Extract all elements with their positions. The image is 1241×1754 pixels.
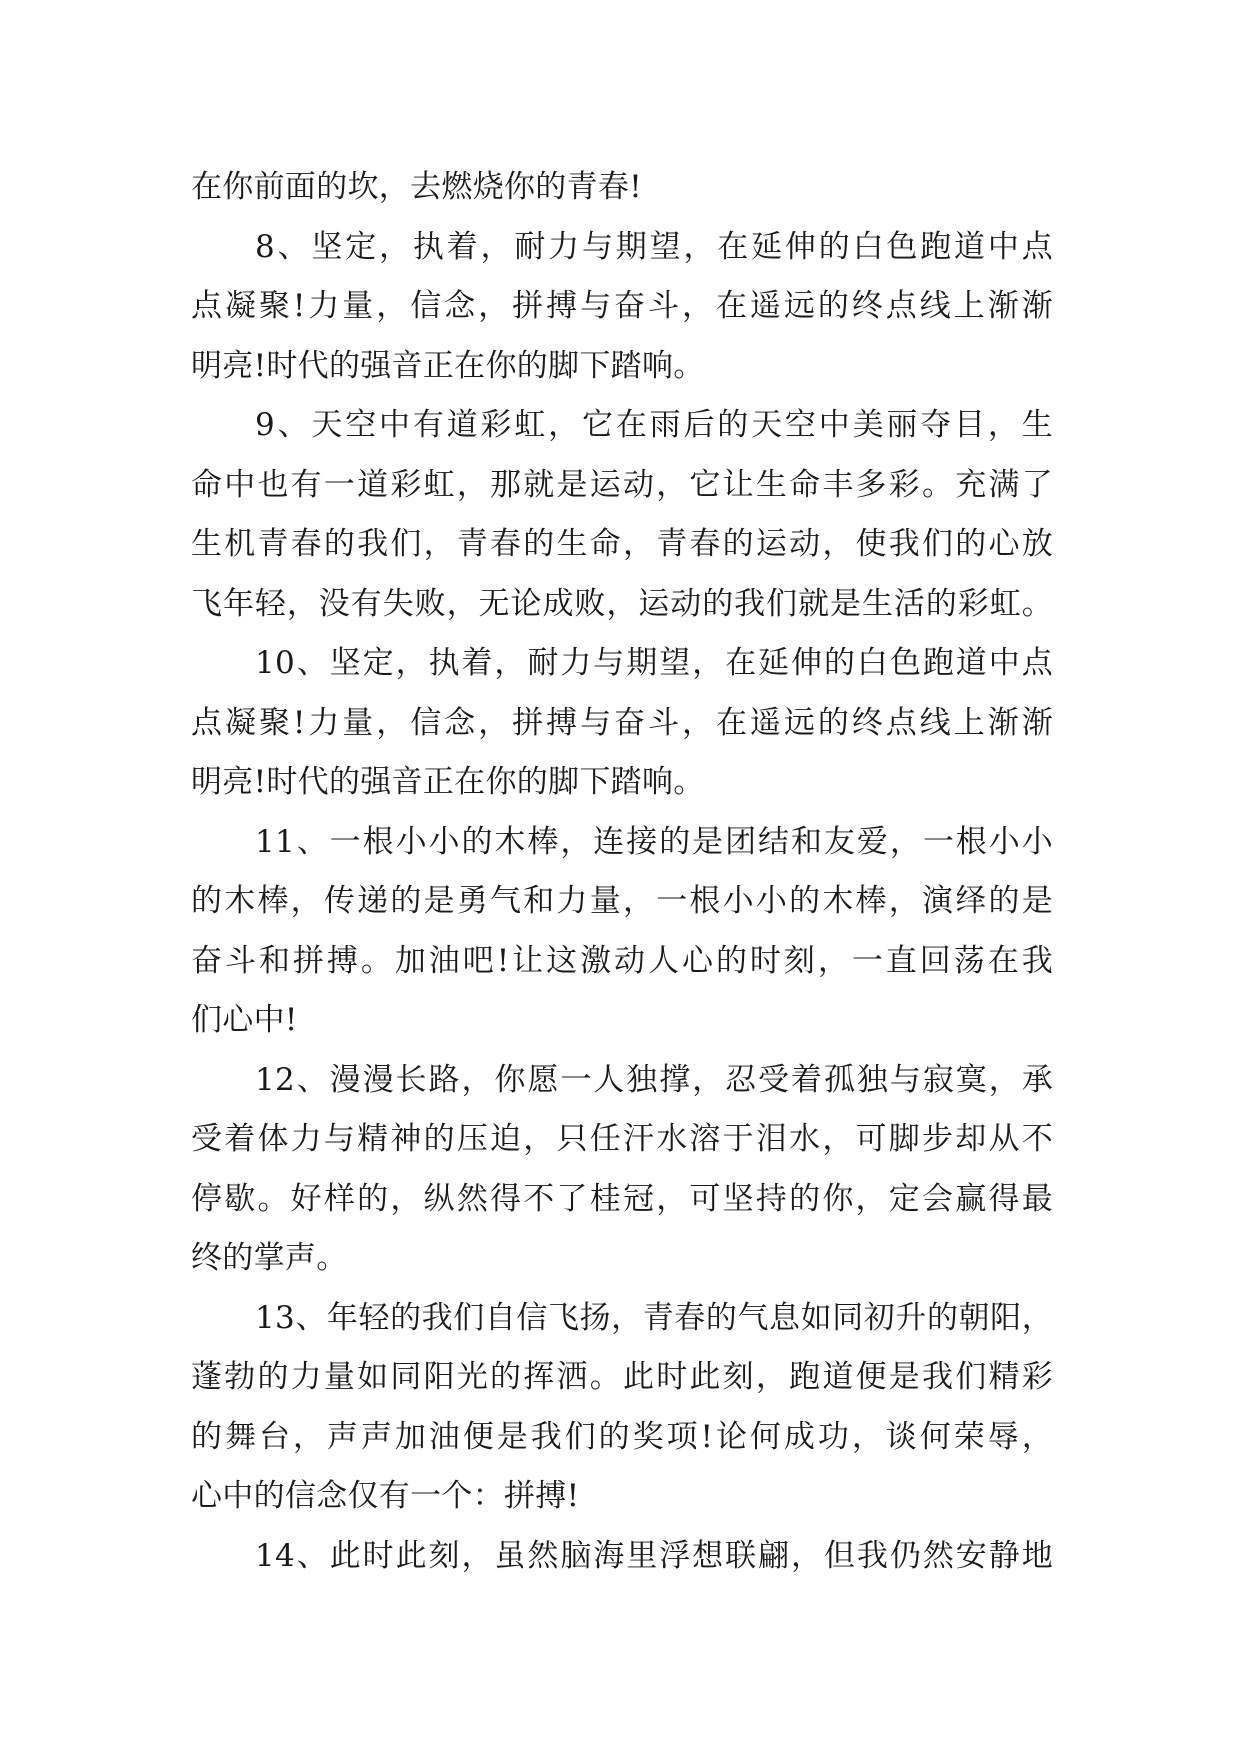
text-line: 9、天空中有道彩虹，它在雨后的天空中美丽夺目，生 <box>255 407 1053 443</box>
text-line: 受着体力与精神的压迫，只任汗水溶于泪水，可脚步却从不 <box>191 1121 1053 1157</box>
text-line: 蓬勃的力量如同阳光的挥洒。此时此刻，跑道便是我们精彩 <box>191 1359 1053 1395</box>
text-line: 点凝聚!力量，信念，拼搏与奋斗，在遥远的终点线上渐渐 <box>191 704 1053 741</box>
text-line: 终的掌声。 <box>191 1240 348 1276</box>
text-line: 在你前面的坎，去燃烧你的青春! <box>191 169 642 205</box>
text-line: 们心中! <box>191 1002 298 1038</box>
text-line: 飞年轻，没有失败，无论成败，运动的我们就是生活的彩虹。 <box>191 585 1053 622</box>
text-line: 12、漫漫长路，你愿一人独撑，忍受着孤独与寂寞，承 <box>255 1061 1053 1098</box>
text-line: 13、年轻的我们自信飞扬，青春的气息如同初升的朝阳， <box>255 1299 1053 1336</box>
text-line: 点凝聚!力量，信念，拼搏与奋斗，在遥远的终点线上渐渐 <box>191 288 1053 324</box>
text-line: 8、坚定，执着，耐力与期望，在延伸的白色跑道中点 <box>255 228 1053 265</box>
text-line: 的木棒，传递的是勇气和力量，一根小小的木棒，演绎的是 <box>191 883 1053 919</box>
text-line: 奋斗和拼搏。加油吧!让这激动人心的时刻，一直回荡在我 <box>191 942 1053 979</box>
text-line: 14、此时此刻，虽然脑海里浮想联翩，但我仍然安静地 <box>255 1537 1053 1574</box>
text-line: 的舞台，声声加油便是我们的奖项!论何成功，谈何荣辱， <box>191 1418 1053 1455</box>
text-line: 明亮!时代的强音正在你的脚下踏响。 <box>191 764 705 800</box>
text-line: 明亮!时代的强音正在你的脚下踏响。 <box>191 347 705 384</box>
text-line: 命中也有一道彩虹，那就是运动，它让生命丰多彩。充满了 <box>191 466 1053 503</box>
text-line: 停歇。好样的，纵然得不了桂冠，可坚持的你，定会赢得最 <box>191 1180 1053 1217</box>
text-line: 10、坚定，执着，耐力与期望，在延伸的白色跑道中点 <box>255 645 1053 681</box>
text-line: 心中的信念仅有一个：拼搏! <box>191 1478 580 1514</box>
text-line: 生机青春的我们，青春的生命，青春的运动，使我们的心放 <box>191 526 1053 562</box>
text-line: 11、一根小小的木棒，连接的是团结和友爱，一根小小 <box>255 823 1053 860</box>
document-body <box>191 158 1053 1586</box>
